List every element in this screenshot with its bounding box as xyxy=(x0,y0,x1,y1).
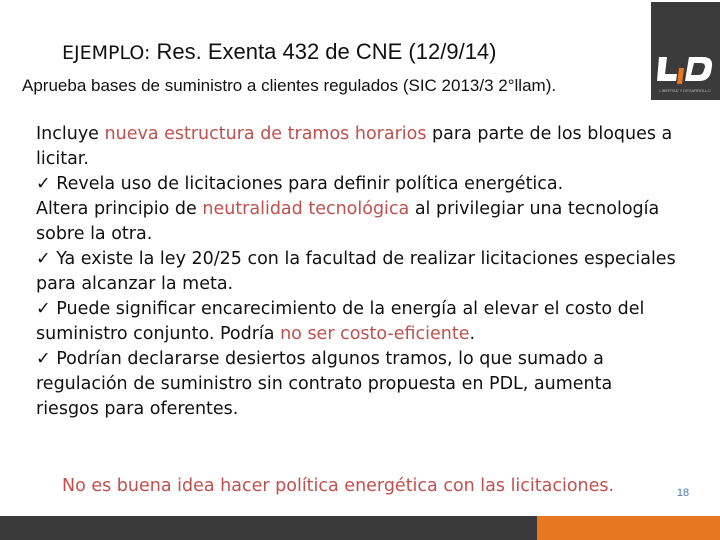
title-lead: EJEMPLO: xyxy=(62,42,151,64)
highlight-text: neutralidad tecnológica xyxy=(202,199,410,219)
bullet-paragraph-3: Altera principio de neutralidad tecnológica al privilegiar una tecnología sobre la otra. xyxy=(36,199,660,244)
checkmark-icon: ✓ xyxy=(36,349,51,369)
checkmark-icon: ✓ xyxy=(36,249,51,269)
conclusion-text: No es buena idea hacer política energética con las licitaciones. xyxy=(62,476,615,496)
highlight-text: nueva estructura de tramos horarios xyxy=(104,124,427,144)
bullet-paragraph-2: ✓ Revela uso de licitaciones para definir política energética. xyxy=(36,174,564,194)
title-main: Res. Exenta 432 de CNE (12/9/14) xyxy=(150,39,497,64)
bullet-paragraph-1: Incluye nueva estructura de tramos horarios para parte de los bloques a licitar. xyxy=(36,124,673,169)
checkmark-icon: ✓ xyxy=(36,174,51,194)
bullet-paragraph-6: ✓ Podrían declararse desiertos algunos tramos, lo que sumado a regulación de suministro sin contrato propuesta en PDL, aumenta riesgos para oferentes. xyxy=(36,349,613,419)
slide-title xyxy=(62,38,497,67)
checkmark-icon: ✓ xyxy=(36,299,51,319)
slide-body xyxy=(36,122,676,422)
bullet-paragraph-5: ✓ Puede significar encarecimiento de la energía al elevar el costo del suministro conjunto. Podría no ser costo-eficiente. xyxy=(36,299,645,344)
slide-subtitle: Aprueba bases de suministro a clientes regulados (SIC 2013/3 2°llam). xyxy=(22,76,557,95)
logo-tagline: LIBERTAD Y DESARROLLO xyxy=(659,88,711,93)
page-number: 18 xyxy=(676,487,690,499)
footer-bar-dark xyxy=(0,516,537,540)
lyd-logo xyxy=(651,2,720,100)
footer-bar-accent xyxy=(537,516,720,540)
bullet-paragraph-4: ✓ Ya existe la ley 20/25 con la facultad de realizar licitaciones especiales para alcanzar la meta. xyxy=(36,249,676,294)
highlight-text: no ser costo-eficiente xyxy=(280,324,470,344)
